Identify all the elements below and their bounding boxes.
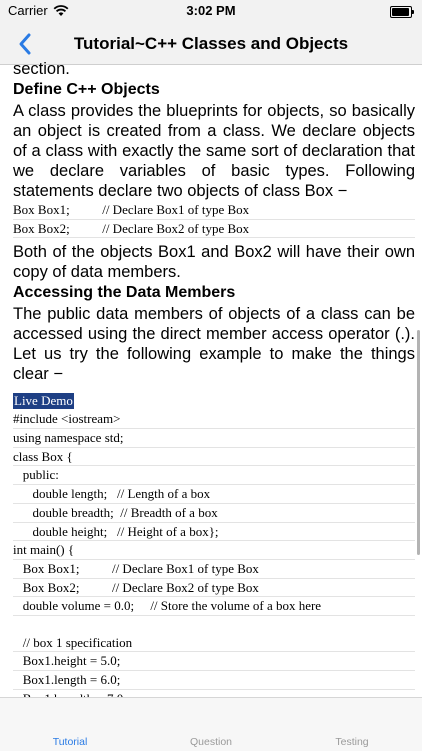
- tab-question[interactable]: Question: [189, 736, 233, 748]
- code-line: Box Box1; // Declare Box1 of type Box: [13, 201, 415, 220]
- code-line: #include <iostream>: [13, 410, 415, 429]
- partial-text: section.: [13, 60, 70, 78]
- code-line: Box Box1; // Declare Box1 of type Box: [13, 560, 415, 579]
- code-block-declare: [13, 201, 415, 238]
- code-line: double height; // Height of a box};: [13, 523, 415, 542]
- carrier-label: Carrier: [8, 3, 48, 18]
- code-line: Box1.height = 5.0;: [13, 652, 415, 671]
- paragraph-define-objects: A class provides the blueprints for objects, so basically an object is created from a class. We declare objects of a class with exactly the same sort of declaration that we declare variables of basic types. Following statements declare two objects of class Box −: [13, 102, 415, 200]
- code-line: Box Box2; // Declare Box2 of type Box: [13, 579, 415, 598]
- code-line: Box1.length = 6.0;: [13, 671, 415, 690]
- code-line: using namespace std;: [13, 429, 415, 448]
- paragraph-accessing-members: The public data members of objects of a class can be accessed using the direct member access operator (.). Let us try the following example to make the things clear −: [13, 305, 415, 384]
- code-line: double volume = 0.0; // Store the volume of a box here: [13, 597, 415, 616]
- chevron-left-icon: [18, 33, 32, 55]
- code-blank-line: [13, 616, 415, 634]
- tab-bar: [0, 697, 422, 751]
- back-button[interactable]: [10, 28, 40, 60]
- section-heading-define-objects: Define C++ Objects: [13, 81, 160, 98]
- code-line: Box Box2; // Declare Box2 of type Box: [13, 220, 415, 239]
- code-line: class Box {: [13, 448, 415, 467]
- page-title: Tutorial~C++ Classes and Objects: [73, 34, 349, 53]
- scrollbar[interactable]: [417, 330, 420, 555]
- tab-tutorial[interactable]: Tutorial: [52, 736, 88, 748]
- status-time: 3:02 PM: [186, 3, 236, 18]
- tab-testing[interactable]: Testing: [335, 736, 369, 748]
- article-content[interactable]: [0, 60, 422, 697]
- section-heading-accessing-members: Accessing the Data Members: [13, 284, 236, 302]
- code-line: double breadth; // Breadth of a box: [13, 504, 415, 523]
- live-demo-row: [13, 392, 415, 410]
- code-line: // box 1 specification: [13, 634, 415, 653]
- battery-icon: [390, 6, 412, 18]
- paragraph-copy-members: Both of the objects Box1 and Box2 will have their own copy of data members.: [13, 243, 415, 282]
- code-line: int main() {: [13, 541, 415, 560]
- live-demo-link[interactable]: Live Demo: [14, 393, 73, 409]
- code-line: double length; // Length of a box: [13, 485, 415, 504]
- code-line: public:: [13, 466, 415, 485]
- status-bar: [0, 0, 422, 24]
- code-block-example: [13, 410, 415, 708]
- battery-level: [392, 8, 409, 16]
